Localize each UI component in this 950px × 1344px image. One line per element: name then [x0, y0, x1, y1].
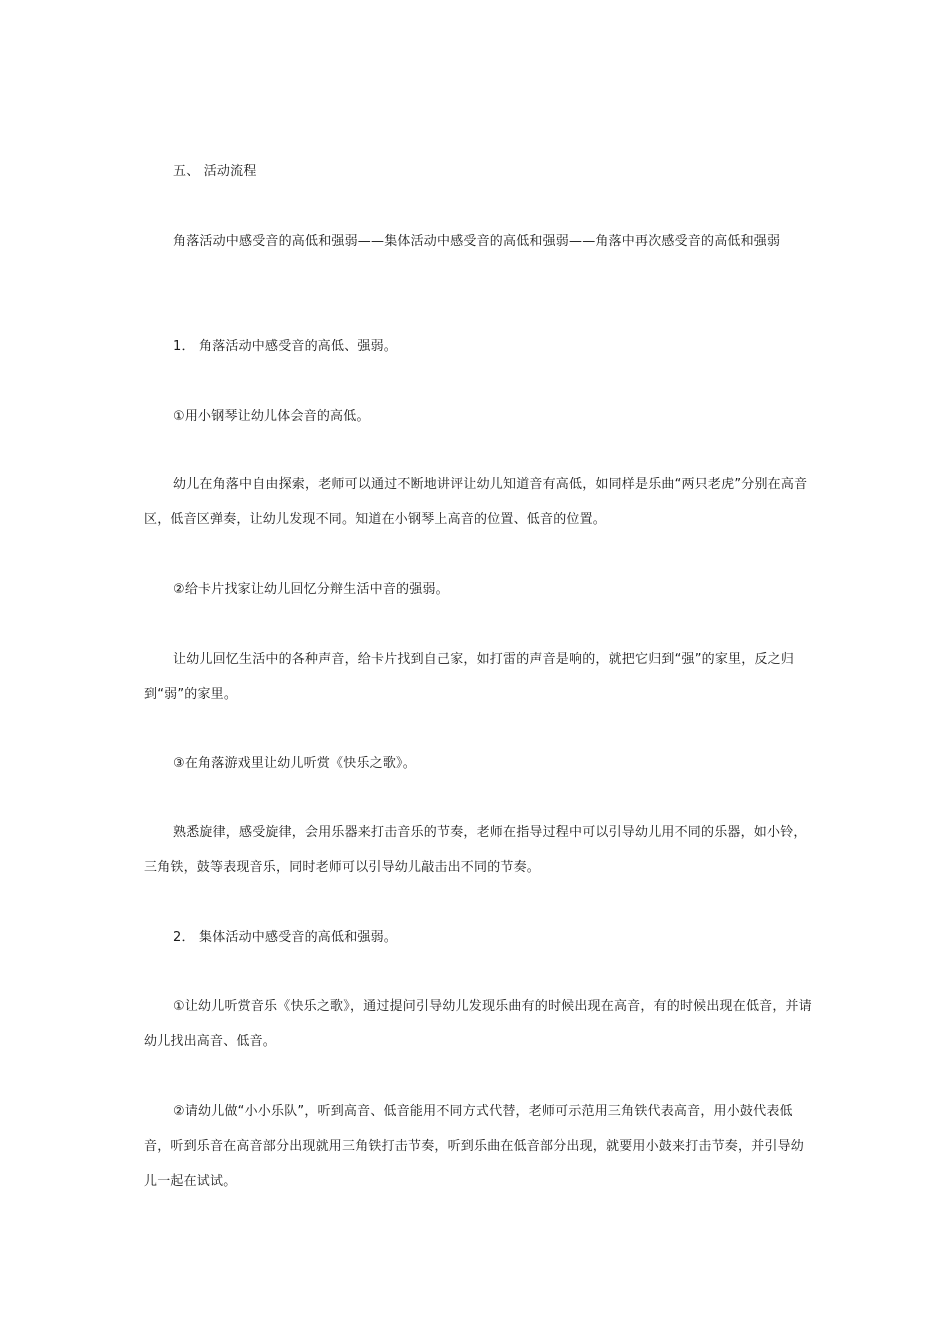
section-heading: 五、 活动流程	[173, 164, 257, 179]
paragraph-piano-exploration: 幼儿在角落中自由探索，老师可以通过不断地讲评让幼儿知道音有高低，如同样是乐曲“两只老虎”分别在高音区，低音区弹奏，让幼儿发现不同。知道在小钢琴上高音的位置、低音的位置。	[144, 477, 808, 527]
step-2-heading: 2． 集体活动中感受音的高低和强弱。	[173, 930, 398, 945]
substep-2-2: ②请幼儿做“小小乐队”，听到高音、低音能用不同方式代替，老师可示范用三角铁代表高音，用小鼓代表低音，听到乐音在高音部分出现就用三角铁打击节奏，听到乐曲在低音部分出现，就要用小鼓来打击节奏，并引导幼儿一起在试试。	[144, 1104, 805, 1189]
substep-2-1: ①让幼儿听赏音乐《快乐之歌》，通过提问引导幼儿发现乐曲有的时候出现在高音，有的时候出现在低音，并请幼儿找出高音、低音。	[144, 999, 812, 1049]
step-1-heading: 1． 角落活动中感受音的高低、强弱。	[173, 339, 398, 354]
substep-1-1: ①用小钢琴让幼儿体会音的高低。	[173, 409, 370, 424]
substep-1-2: ②给卡片找家让幼儿回忆分辩生活中音的强弱。	[173, 582, 449, 597]
paragraph-instrument-rhythm: 熟悉旋律，感受旋律，会用乐器来打击音乐的节奏，老师在指导过程中可以引导幼儿用不同的乐器，如小铃，三角铁，鼓等表现音乐，同时老师可以引导幼儿敲击出不同的节奏。	[144, 825, 807, 875]
paragraph-card-sorting: 让幼儿回忆生活中的各种声音，给卡片找到自己家，如打雷的声音是响的，就把它归到“强”的家里，反之归到“弱”的家里。	[144, 652, 795, 702]
paragraph-flow-overview: 角落活动中感受音的高低和强弱——集体活动中感受音的高低和强弱——角落中再次感受音的高低和强弱	[173, 234, 781, 249]
substep-1-3: ③在角落游戏里让幼儿听赏《快乐之歌》。	[173, 756, 416, 771]
